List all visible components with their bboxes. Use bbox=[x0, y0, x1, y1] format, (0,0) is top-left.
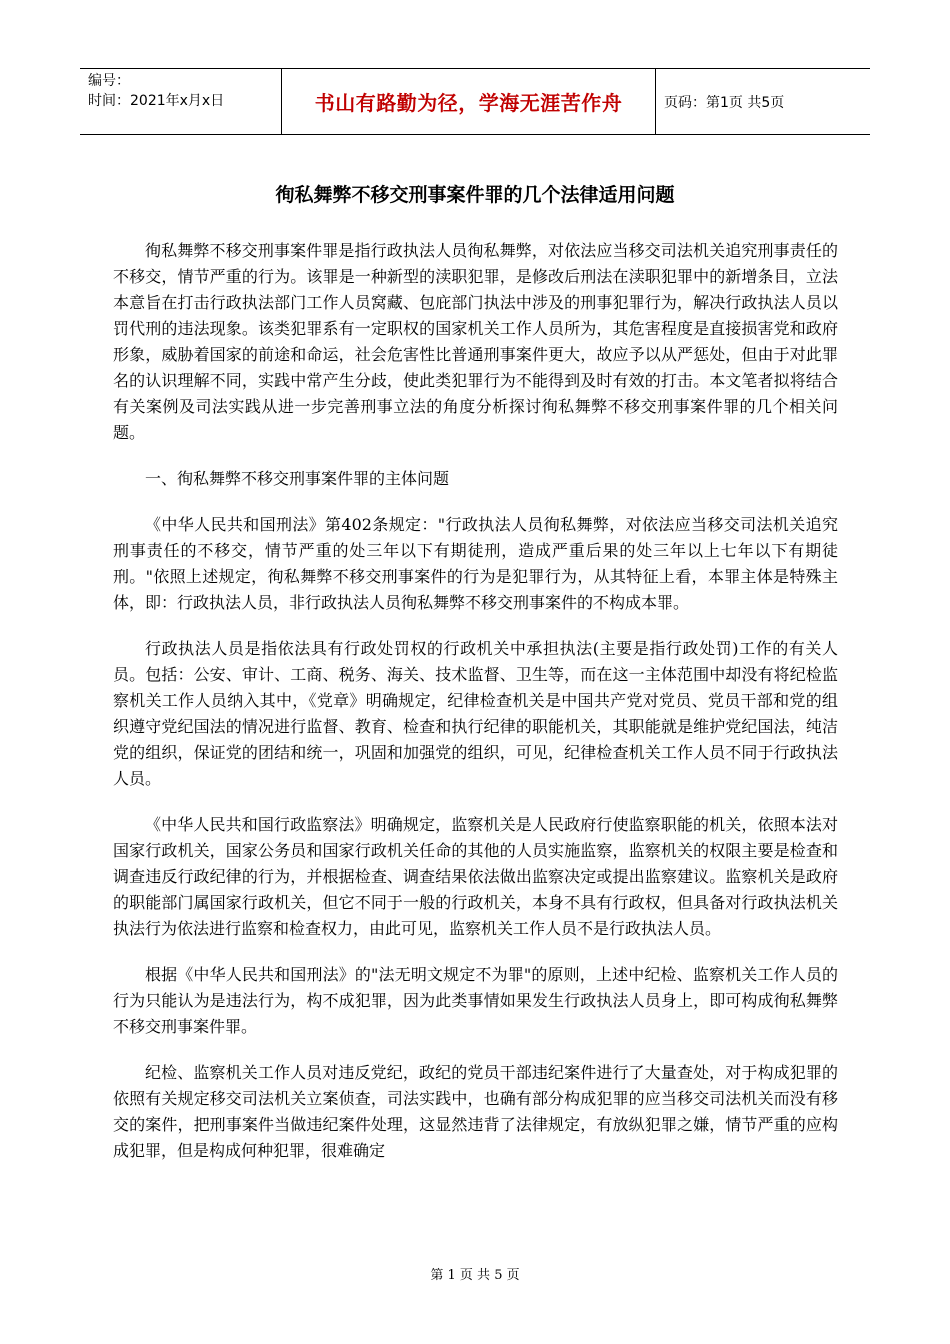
page-footer: 第 1 页 共 5 页 bbox=[430, 1268, 520, 1283]
number-label: 编号： bbox=[88, 73, 130, 89]
header-meta bbox=[80, 69, 281, 134]
page-header bbox=[80, 68, 870, 135]
paragraph: 《中华人民共和国刑法》第402条规定："行政执法人员徇私舞弊，对依法应当移交司法机关追究刑事责任的不移交，情节严重的处三年以下有期徒刑，造成严重后果的处三年以上七年以下有期徒刑。"依照上述规定，徇私舞弊不移交刑事案件的行为是犯罪行为，从其特征上看，本罪主体是特殊主体，即：行政执法人员，非行政执法人员徇私舞弊不移交刑事案件的不构成本罪。 bbox=[113, 515, 838, 612]
section-heading-1: 一、徇私舞弊不移交刑事案件罪的主体问题 bbox=[145, 469, 450, 488]
header-motto: 书山有路勤为径，学海无涯苦作舟 bbox=[281, 69, 656, 134]
document-body bbox=[113, 238, 838, 1184]
document-title: 徇私舞弊不移交刑事案件罪的几个法律适用问题 bbox=[275, 184, 675, 206]
paragraph-intro: 徇私舞弊不移交刑事案件罪是指行政执法人员徇私舞弊，对依法应当移交司法机关追究刑事责任的不移交，情节严重的行为。该罪是一种新型的渎职犯罪，是修改后刑法在渎职犯罪中的新增条目，立法本意旨在打击行政执法部门工作人员窝藏、包庇部门执法中涉及的刑事犯罪行为，解决行政执法人员以罚代刑的违法现象。该类犯罪系有一定职权的国家机关工作人员所为，其危害程度是直接损害党和政府形象，威胁着国家的前途和命运，社会危害性比普通刑事案件更大，故应予以从严惩处，但由于对此罪名的认识理解不同，实践中常产生分歧，使此类犯罪行为不能得到及时有效的打击。本文笔者拟将结合有关案例及司法实践从进一步完善刑事立法的角度分析探讨徇私舞弊不移交刑事案件罪的几个相关问题。 bbox=[113, 241, 838, 442]
paragraph: 行政执法人员是指依法具有行政处罚权的行政机关中承担执法(主要是指行政处罚)工作的有关人员。包括：公安、审计、工商、税务、海关、技术监督、卫生等，而在这一主体范围中却没有将纪检监察机关工作人员纳入其中，《党章》明确规定，纪律检查机关是中国共产党对党员、党员干部和党的组织遵守党纪国法的情况进行监督、教育、检查和执行纪律的职能机关，其职能就是维护党纪国法，纯洁党的组织，保证党的团结和统一，巩固和加强党的组织，可见，纪律检查机关工作人员不同于行政执法人员。 bbox=[113, 639, 838, 788]
paragraph: 纪检、监察机关工作人员对违反党纪，政纪的党员干部违纪案件进行了大量查处，对于构成犯罪的依照有关规定移交司法机关立案侦查，司法实践中，也确有部分构成犯罪的应当移交司法机关而没有移交的案件，把刑事案件当做违纪案件处理，这显然违背了法律规定，有放纵犯罪之嫌，情节严重的应构成犯罪，但是构成何种犯罪，很难确定 bbox=[113, 1063, 838, 1160]
header-page-info: 页码：第1页 共5页 bbox=[664, 94, 785, 111]
paragraph: 《中华人民共和国行政监察法》明确规定，监察机关是人民政府行使监察职能的机关，依照本法对国家行政机关，国家公务员和国家行政机关任命的其他的人员实施监察，监察机关的权限主要是检查和调查违反行政纪律的行为，并根据检查、调查结果依法做出监察决定或提出监察建议。监察机关是政府的职能部门属国家行政机关，但它不同于一般的行政机关，本身不具有行政权，但具备对行政执法机关执法行为依法进行监察和检查权力，由此可见，监察机关工作人员不是行政执法人员。 bbox=[113, 815, 838, 938]
paragraph: 根据《中华人民共和国刑法》的"法无明文规定不为罪"的原则，上述中纪检、监察机关工作人员的行为只能认为是违法行为，构不成犯罪，因为此类事情如果发生行政执法人员身上，即可构成徇私舞弊不移交刑事案件罪。 bbox=[113, 965, 838, 1036]
time-label: 时间：2021年x月x日 bbox=[88, 93, 225, 109]
